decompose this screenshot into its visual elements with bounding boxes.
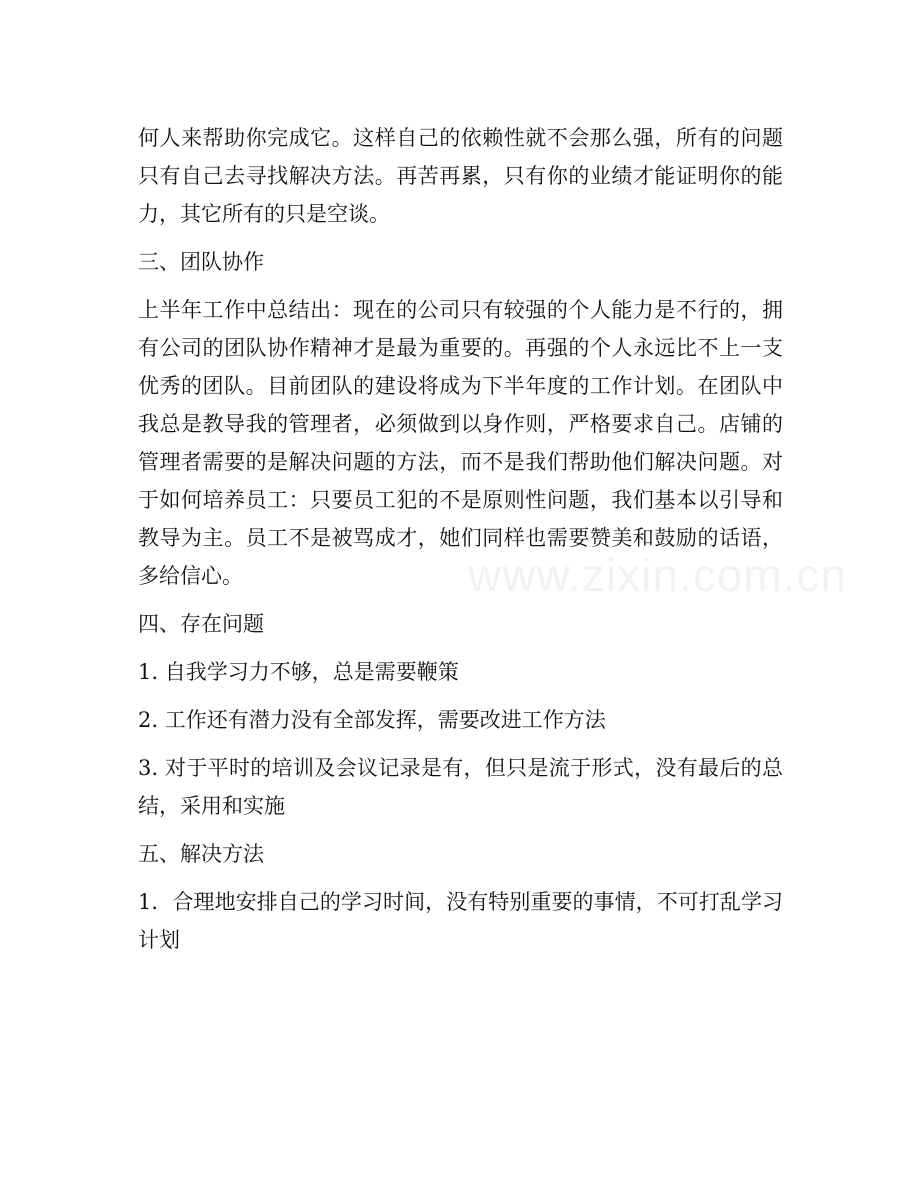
section-body-teamwork: 上半年工作中总结出：现在的公司只有较强的个人能力是不行的，拥有公司的团队协作精神才是最为重要的。再强的个人永远比不上一支优秀的团队。目前团队的建设将成为下半年度的工作计划。在团队中我总是教导我的管理者，必须做到以身作则，严格要求自己。店铺的管理者需要的是解决问题的方法，而不是我们帮助他们解决问题。对于如何培养员工：只要员工犯的不是原则性问题，我们基本以引导和教导为主。员工不是被骂成才，她们同样也需要赞美和鼓励的话语，多给信心。 [138,298,783,588]
list-item-problem-1: 1. 自我学习力不够，总是需要鞭策 [138,660,459,684]
list-item-problem-3: 3. 对于平时的培训及会议记录是有，但只是流于形式，没有最后的总结，采用和实施 [138,756,783,818]
list-item-problem-2: 2. 工作还有潜力没有全部发挥，需要改进工作方法 [138,708,606,732]
section-heading-teamwork: 三、团队协作 [138,250,264,274]
paragraph-continued: 何人来帮助你完成它。这样自己的依赖性就不会那么强，所有的问题只有自己去寻找解决方法。再苦再累，只有你的业绩才能证明你的能力，其它所有的只是空谈。 [138,126,783,226]
section-heading-solutions: 五、解决方法 [138,842,264,866]
list-item-solution-1: 1．合理地安排自己的学习时间，没有特别重要的事情，不可打乱学习计划 [138,890,783,952]
watermark: www.zixin.com.cn [468,549,847,601]
section-heading-problems: 四、存在问题 [138,612,264,636]
document-body [138,119,783,959]
